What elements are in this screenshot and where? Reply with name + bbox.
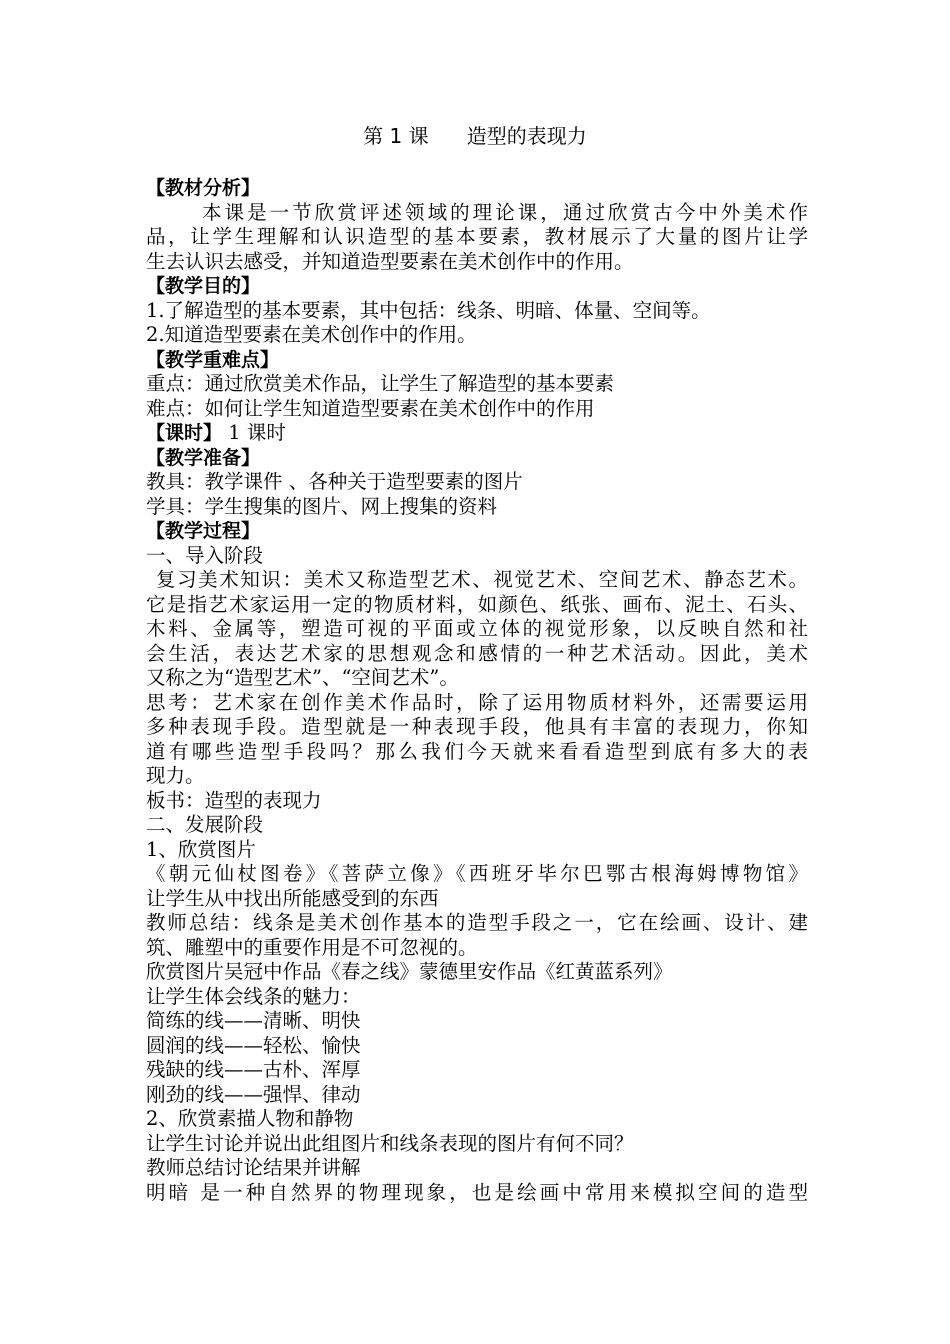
text-line: 刚劲的线——强悍、律动 — [146, 1082, 361, 1106]
text-line: 本课是一节欣赏评述领域的理论课，通过欣赏古今中外美术作 — [202, 200, 808, 224]
text-line: 教具：教学课件 、各种关于造型要素的图片 — [146, 470, 523, 493]
document-title: 第 1 课 造型的表现力 — [363, 124, 587, 148]
text-line: 教师总结：线条是美术创作基本的造型手段之一，它在绘画、设计、建 — [146, 911, 808, 934]
section-heading: 【课时】 1 课时 — [146, 421, 286, 444]
text-line: 残缺的线——古朴、浑厚 — [146, 1058, 361, 1081]
text-line: 让学生讨论并说出此组图片和线条表现的图片有何不同？ — [146, 1131, 634, 1155]
text-line: 教师总结讨论结果并讲解 — [146, 1156, 361, 1179]
text-line: 又称之为“造型艺术”、“空间艺术”。 — [146, 666, 459, 689]
text-line: 思考：艺术家在创作美术作品时，除了运用物质材料外，还需要运用 — [146, 690, 808, 714]
section-heading: 【教学重难点】 — [146, 348, 280, 371]
text-line: 生去认识去感受，并知道造型要素在美术创作中的作用。 — [146, 249, 634, 273]
text-line: 一、导入阶段 — [146, 543, 264, 567]
section-heading: 【教材分析】 — [146, 177, 261, 199]
text-line: 让学生体会线条的魅力： — [146, 984, 361, 1008]
text-line: 二、发展阶段 — [146, 813, 264, 836]
text-line: 《朝元仙杖图卷》《菩萨立像》《西班牙毕尔巴鄂古根海姆博物馆》 — [146, 862, 808, 885]
text-line: 现力。 — [146, 764, 205, 787]
text-line: 圆润的线——轻松、愉快 — [146, 1033, 361, 1057]
section-heading: 【教学目的】 — [146, 275, 261, 297]
text-line: 木料、金属等，塑造可视的平面或立体的视觉形象，以反映自然和社 — [146, 617, 808, 640]
text-line: 道有哪些造型手段吗？那么我们今天就来看看造型到底有多大的表 — [146, 739, 808, 763]
text-line: 它是指艺术家运用一定的物质材料，如颜色、纸张、画布、泥土、石头、 — [146, 592, 808, 616]
text-line: 复习美术知识：美术又称造型艺术、视觉艺术、空间艺术、静态艺术。 — [156, 568, 808, 591]
section-heading: 【教学准备】 — [146, 446, 261, 469]
text-line: 多种表现手段。造型就是一种表现手段，他具有丰富的表现力，你知 — [146, 715, 808, 738]
text-line: 重点：通过欣赏美术作品，让学生了解造型的基本要素 — [146, 372, 615, 395]
text-line: 板书：造型的表现力 — [146, 788, 322, 812]
text-line: 2、欣赏素描人物和静物 — [146, 1107, 354, 1130]
text-line: 1.了解造型的基本要素，其中包括：线条、明暗、体量、空间等。 — [146, 298, 711, 322]
text-line: 难点：如何让学生知道造型要素在美术创作中的作用 — [146, 396, 595, 420]
text-line: 会生活，表达艺术家的思想观念和感情的一种艺术活动。因此，美术 — [146, 641, 808, 665]
text-line: 简练的线——清晰、明快 — [146, 1009, 361, 1032]
text-line: 明暗 是一种自然界的物理现象，也是绘画中常用来模拟空间的造型 — [146, 1180, 808, 1204]
text-line: 让学生从中找出所能感受到的东西 — [146, 886, 439, 910]
text-line: 学具：学生搜集的图片、网上搜集的资料 — [146, 494, 498, 518]
document-body — [146, 176, 808, 1205]
text-line: 1、欣赏图片 — [146, 837, 256, 861]
text-line: 欣赏图片吴冠中作品《春之线》蒙德里安作品《红黄蓝系列》 — [146, 960, 673, 983]
section-heading: 【教学过程】 — [146, 520, 261, 542]
text-line: 品，让学生理解和认识造型的基本要素，教材展示了大量的图片让学 — [146, 225, 808, 248]
text-line: 2.知道造型要素在美术创作中的作用。 — [146, 323, 477, 346]
text-line: 筑、雕塑中的重要作用是不可忽视的。 — [146, 935, 478, 959]
